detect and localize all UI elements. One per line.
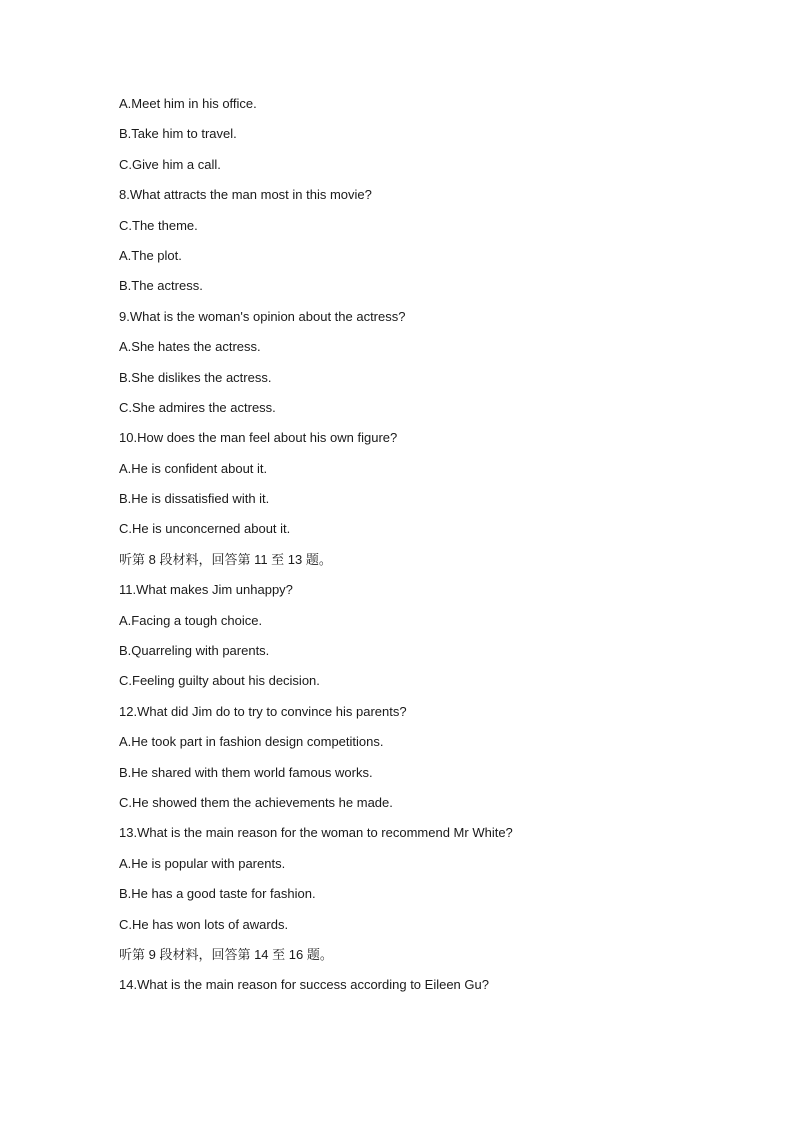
- option-8c: C.The theme.: [119, 217, 198, 233]
- option-10a: A.He is confident about it.: [119, 460, 268, 476]
- option-11a: A.Facing a tough choice.: [119, 612, 263, 628]
- option-10c: C.He is unconcerned about it.: [119, 521, 291, 537]
- option-7c: C.Give him a call.: [119, 156, 221, 172]
- option-10b: B.He is dissatisfied with it.: [119, 491, 270, 507]
- option-11c: C.Feeling guilty about his decision.: [119, 673, 320, 689]
- question-13: 13.What is the main reason for the woman to recommend Mr White?: [119, 825, 513, 841]
- question-11: 11.What makes Jim unhappy?: [119, 582, 293, 598]
- option-12b: B.He shared with them world famous works.: [119, 764, 373, 780]
- option-7a: A.Meet him in his office.: [119, 96, 257, 111]
- option-13a: A.He is popular with parents.: [119, 855, 286, 871]
- option-13c: C.He has won lots of awards.: [119, 916, 289, 932]
- option-12c: C.He showed them the achievements he made.: [119, 794, 393, 810]
- option-8a: A.The plot.: [119, 247, 182, 263]
- option-9c: C.She admires the actress.: [119, 399, 276, 415]
- question-text-block: [119, 95, 739, 1007]
- question-14: 14.What is the main reason for success according to Eileen Gu?: [119, 977, 489, 993]
- question-9: 9.What is the woman's opinion about the actress?: [119, 308, 406, 324]
- section-instruction-8: 听第 8 段材料，回答第 11 至 13 题。: [119, 551, 332, 567]
- option-7b: B.Take him to travel.: [119, 126, 237, 142]
- question-8: 8.What attracts the man most in this movie?: [119, 187, 372, 203]
- option-12a: A.He took part in fashion design competitions.: [119, 734, 384, 750]
- option-11b: B.Quarreling with parents.: [119, 643, 270, 659]
- option-9a: A.She hates the actress.: [119, 339, 261, 355]
- option-9b: B.She dislikes the actress.: [119, 369, 272, 385]
- option-8b: B.The actress.: [119, 278, 203, 294]
- section-instruction-9: 听第 9 段材料，回答第 14 至 16 题。: [119, 946, 333, 962]
- question-10: 10.How does the man feel about his own figure?: [119, 430, 398, 446]
- question-12: 12.What did Jim do to try to convince his parents?: [119, 703, 407, 719]
- option-13b: B.He has a good taste for fashion.: [119, 886, 316, 902]
